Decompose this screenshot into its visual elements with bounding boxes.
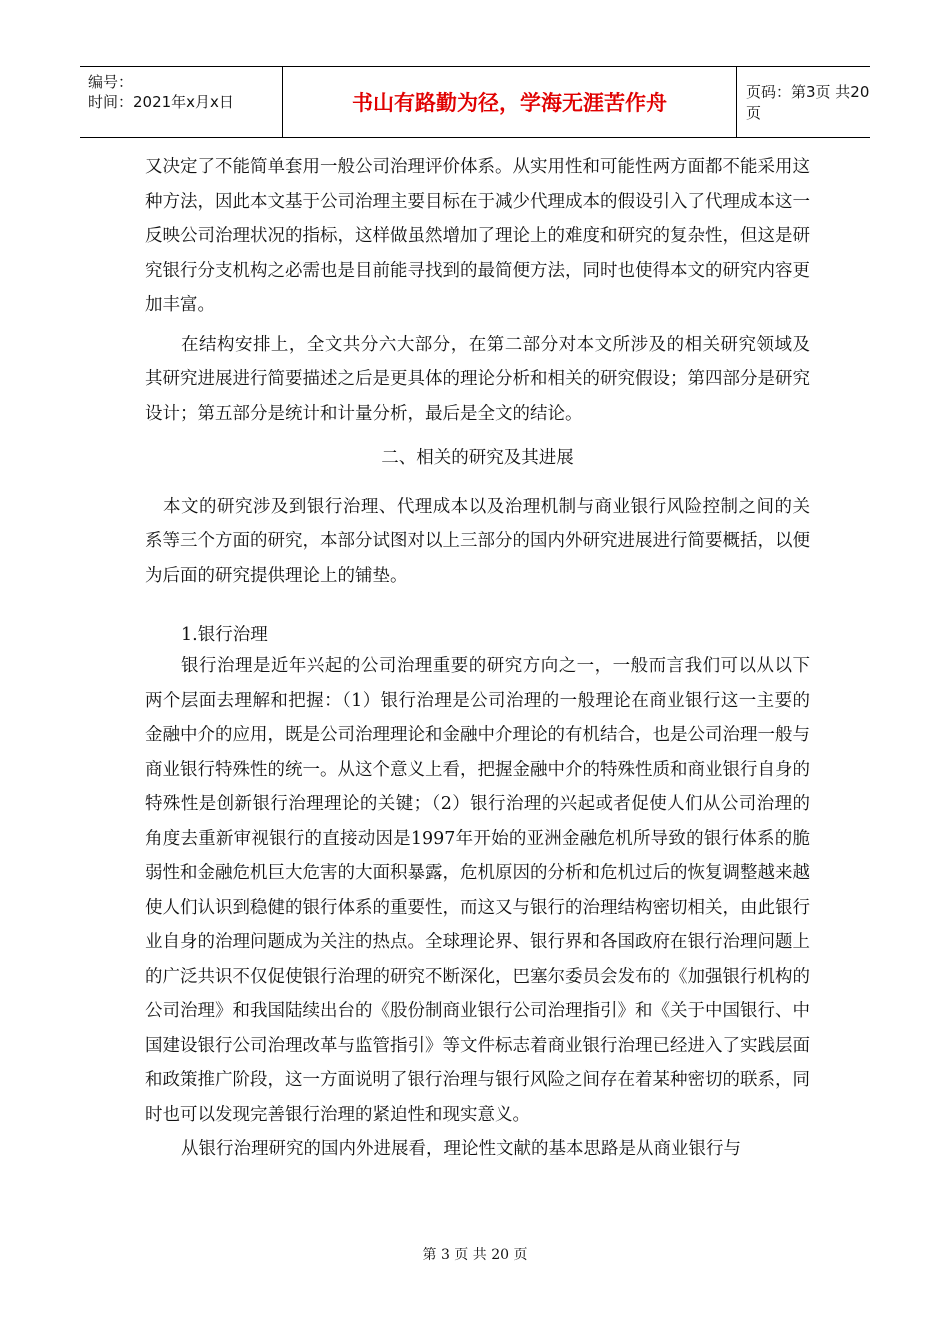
page-footer: 第 3 页 共 20 页 xyxy=(422,1247,528,1263)
paragraph: 从银行治理研究的国内外进展看，理论性文献的基本思路是从商业银行与 xyxy=(181,1139,741,1159)
date-label: 时间：2021年x月x日 xyxy=(88,93,234,111)
page-header xyxy=(80,66,870,138)
subsection-heading: 1.银行治理 xyxy=(181,625,268,645)
header-meta xyxy=(80,67,282,137)
document-number-label: 编号： xyxy=(88,73,134,91)
paragraph: 银行治理是近年兴起的公司治理重要的研究方向之一，一般而言我们可以从以下两个层面去理解和把握：（1）银行治理是公司治理的一般理论在商业银行这一主要的金融中介的应用，既是公司治理理论和金融中介理论的有机结合，也是公司治理一般与商业银行特殊性的统一。从这个意义上看，把握金融中介的特殊性质和商业银行自身的特殊性是创新银行治理理论的关键；（2）银行治理的兴起或者促使人们从公司治理的角度去重新审视银行的直接动因是1997年开始的亚洲金融危机所导致的银行体系的脆弱性和金融危机巨大危害的大面积暴露，危机原因的分析和危机过后的恢复调整越来越使人们认识到稳健的银行体系的重要性，而这又与银行的治理结构密切相关，由此银行业自身的治理问题成为关注的热点。全球理论界、银行界和各国政府在银行治理问题上的广泛共识不仅促使银行治理的研究不断深化，巴塞尔委员会发布的《加强银行机构的公司治理》和我国陆续出台的《股份制商业银行公司治理指引》和《关于中国银行、中国建设银行公司治理改革与监管指引》等文件标志着商业银行治理已经进入了实践层面和政策推广阶段，这一方面说明了银行治理与银行风险之间存在着某种密切的联系，同时也可以发现完善银行治理的紧迫性和现实意义。 xyxy=(145,656,810,1125)
section-heading: 二、相关的研究及其进展 xyxy=(381,448,574,468)
header-page-label: 页码：第3页 共20页 xyxy=(746,83,870,122)
paragraph: 又决定了不能简单套用一般公司治理评价体系。从实用性和可能性两方面都不能采用这种方法，因此本文基于公司治理主要目标在于减少代理成本的假设引入了代理成本这一反映公司治理状况的指标，这样做虽然增加了理论上的难度和研究的复杂性，但这是研究银行分支机构之必需也是目前能寻找到的最简便方法，同时也使得本文的研究内容更加丰富。 xyxy=(145,157,810,315)
paragraph: 在结构安排上，全文共分六大部分，在第二部分对本文所涉及的相关研究领域及其研究进展进行简要描述之后是更具体的理论分析和相关的研究假设；第四部分是研究设计；第五部分是统计和计量分析，最后是全文的结论。 xyxy=(145,334,810,424)
header-motto: 书山有路勤为径，学海无涯苦作舟 xyxy=(282,67,737,137)
document-body xyxy=(145,150,810,1167)
paragraph: 本文的研究涉及到银行治理、代理成本以及治理机制与商业银行风险控制之间的关系等三个方面的研究，本部分试图对以上三部分的国内外研究进展进行简要概括，以便为后面的研究提供理论上的铺垫。 xyxy=(145,496,810,586)
